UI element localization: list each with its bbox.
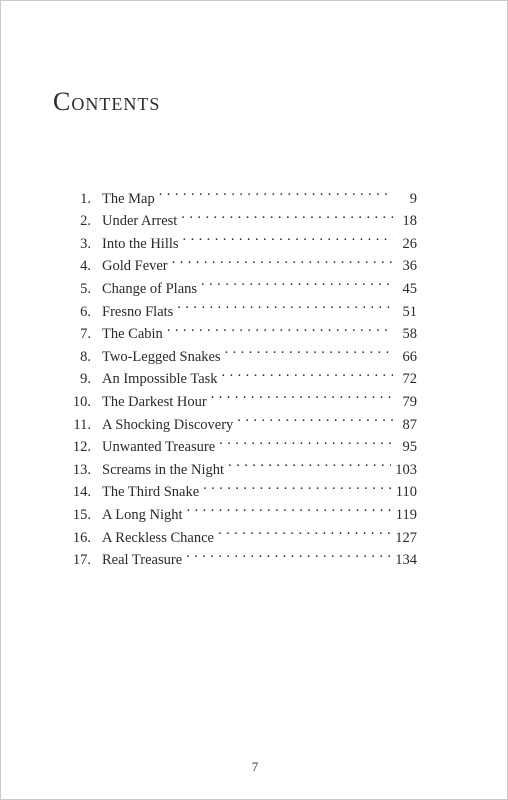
chapter-title: Real Treasure bbox=[102, 552, 183, 569]
page-number: 9 bbox=[409, 190, 417, 207]
page-number: 26 bbox=[402, 235, 417, 252]
dot-leader bbox=[237, 406, 393, 429]
chapter-number: 7. bbox=[80, 326, 91, 343]
page-number: 95 bbox=[402, 439, 417, 456]
page-title: Contents bbox=[53, 87, 161, 116]
chapter-title: An Impossible Task bbox=[102, 371, 218, 388]
page-number: 79 bbox=[402, 393, 417, 410]
page-number: 119 bbox=[395, 506, 417, 523]
dot-leader bbox=[159, 180, 393, 203]
chapter-number: 14. bbox=[72, 484, 91, 501]
dot-leader bbox=[186, 542, 391, 565]
chapter-title: Into the Hills bbox=[102, 235, 179, 252]
page-number: 127 bbox=[395, 529, 417, 546]
chapter-number: 6. bbox=[80, 303, 91, 320]
chapter-number: 13. bbox=[72, 461, 91, 478]
dot-leader bbox=[211, 383, 393, 406]
page-number: 72 bbox=[402, 371, 417, 388]
chapter-title: Change of Plans bbox=[102, 280, 198, 297]
chapter-number: 12. bbox=[72, 439, 91, 456]
page-number: 58 bbox=[402, 326, 417, 343]
page-number: 87 bbox=[402, 416, 417, 433]
dot-leader bbox=[172, 248, 393, 271]
chapter-number: 16. bbox=[72, 529, 91, 546]
page-number: 103 bbox=[395, 461, 417, 478]
page-number: 36 bbox=[402, 258, 417, 275]
dot-leader bbox=[225, 338, 393, 361]
table-of-contents bbox=[65, 180, 417, 569]
dot-leader bbox=[201, 270, 393, 293]
dot-leader bbox=[228, 451, 391, 474]
page-number: 18 bbox=[402, 213, 417, 230]
dot-leader bbox=[167, 316, 393, 339]
dot-leader bbox=[181, 203, 393, 226]
chapter-number: 10. bbox=[72, 393, 91, 410]
dot-leader bbox=[183, 225, 393, 248]
page-number: 45 bbox=[402, 280, 417, 297]
page-number: 51 bbox=[402, 303, 417, 320]
chapter-number: 2. bbox=[80, 213, 91, 230]
chapter-title: Two-Legged Snakes bbox=[102, 348, 221, 365]
chapter-number: 11. bbox=[73, 416, 91, 433]
chapter-number: 15. bbox=[72, 506, 91, 523]
chapter-number: 3. bbox=[80, 235, 91, 252]
dot-leader bbox=[218, 519, 391, 542]
page-number: 110 bbox=[395, 484, 417, 501]
chapter-number: 17. bbox=[72, 552, 91, 569]
chapter-title: The Third Snake bbox=[102, 484, 200, 501]
chapter-title: A Shocking Discovery bbox=[102, 416, 234, 433]
chapter-title: Under Arrest bbox=[102, 213, 178, 230]
chapter-title: Fresno Flats bbox=[102, 303, 174, 320]
dot-leader bbox=[187, 496, 392, 519]
dot-leader bbox=[222, 361, 393, 384]
folio-page-number: 7 bbox=[251, 759, 259, 774]
chapter-title: The Darkest Hour bbox=[102, 393, 207, 410]
dot-leader bbox=[219, 429, 393, 452]
chapter-title: Screams in the Night bbox=[102, 461, 225, 478]
chapter-title: Gold Fever bbox=[102, 258, 168, 275]
chapter-number: 8. bbox=[80, 348, 91, 365]
chapter-number: 9. bbox=[80, 371, 91, 388]
page-number: 134 bbox=[395, 552, 417, 569]
page-number: 66 bbox=[402, 348, 417, 365]
chapter-number: 4. bbox=[80, 258, 91, 275]
chapter-title: A Reckless Chance bbox=[102, 529, 214, 546]
chapter-number: 5. bbox=[80, 280, 91, 297]
toc-entry bbox=[65, 180, 417, 207]
chapter-title: Unwanted Treasure bbox=[102, 439, 216, 456]
dot-leader bbox=[177, 293, 393, 316]
chapter-title: The Map bbox=[102, 190, 155, 207]
chapter-title: The Cabin bbox=[102, 326, 163, 343]
chapter-number: 1. bbox=[80, 190, 91, 207]
chapter-title: A Long Night bbox=[102, 506, 183, 523]
dot-leader bbox=[203, 474, 392, 497]
